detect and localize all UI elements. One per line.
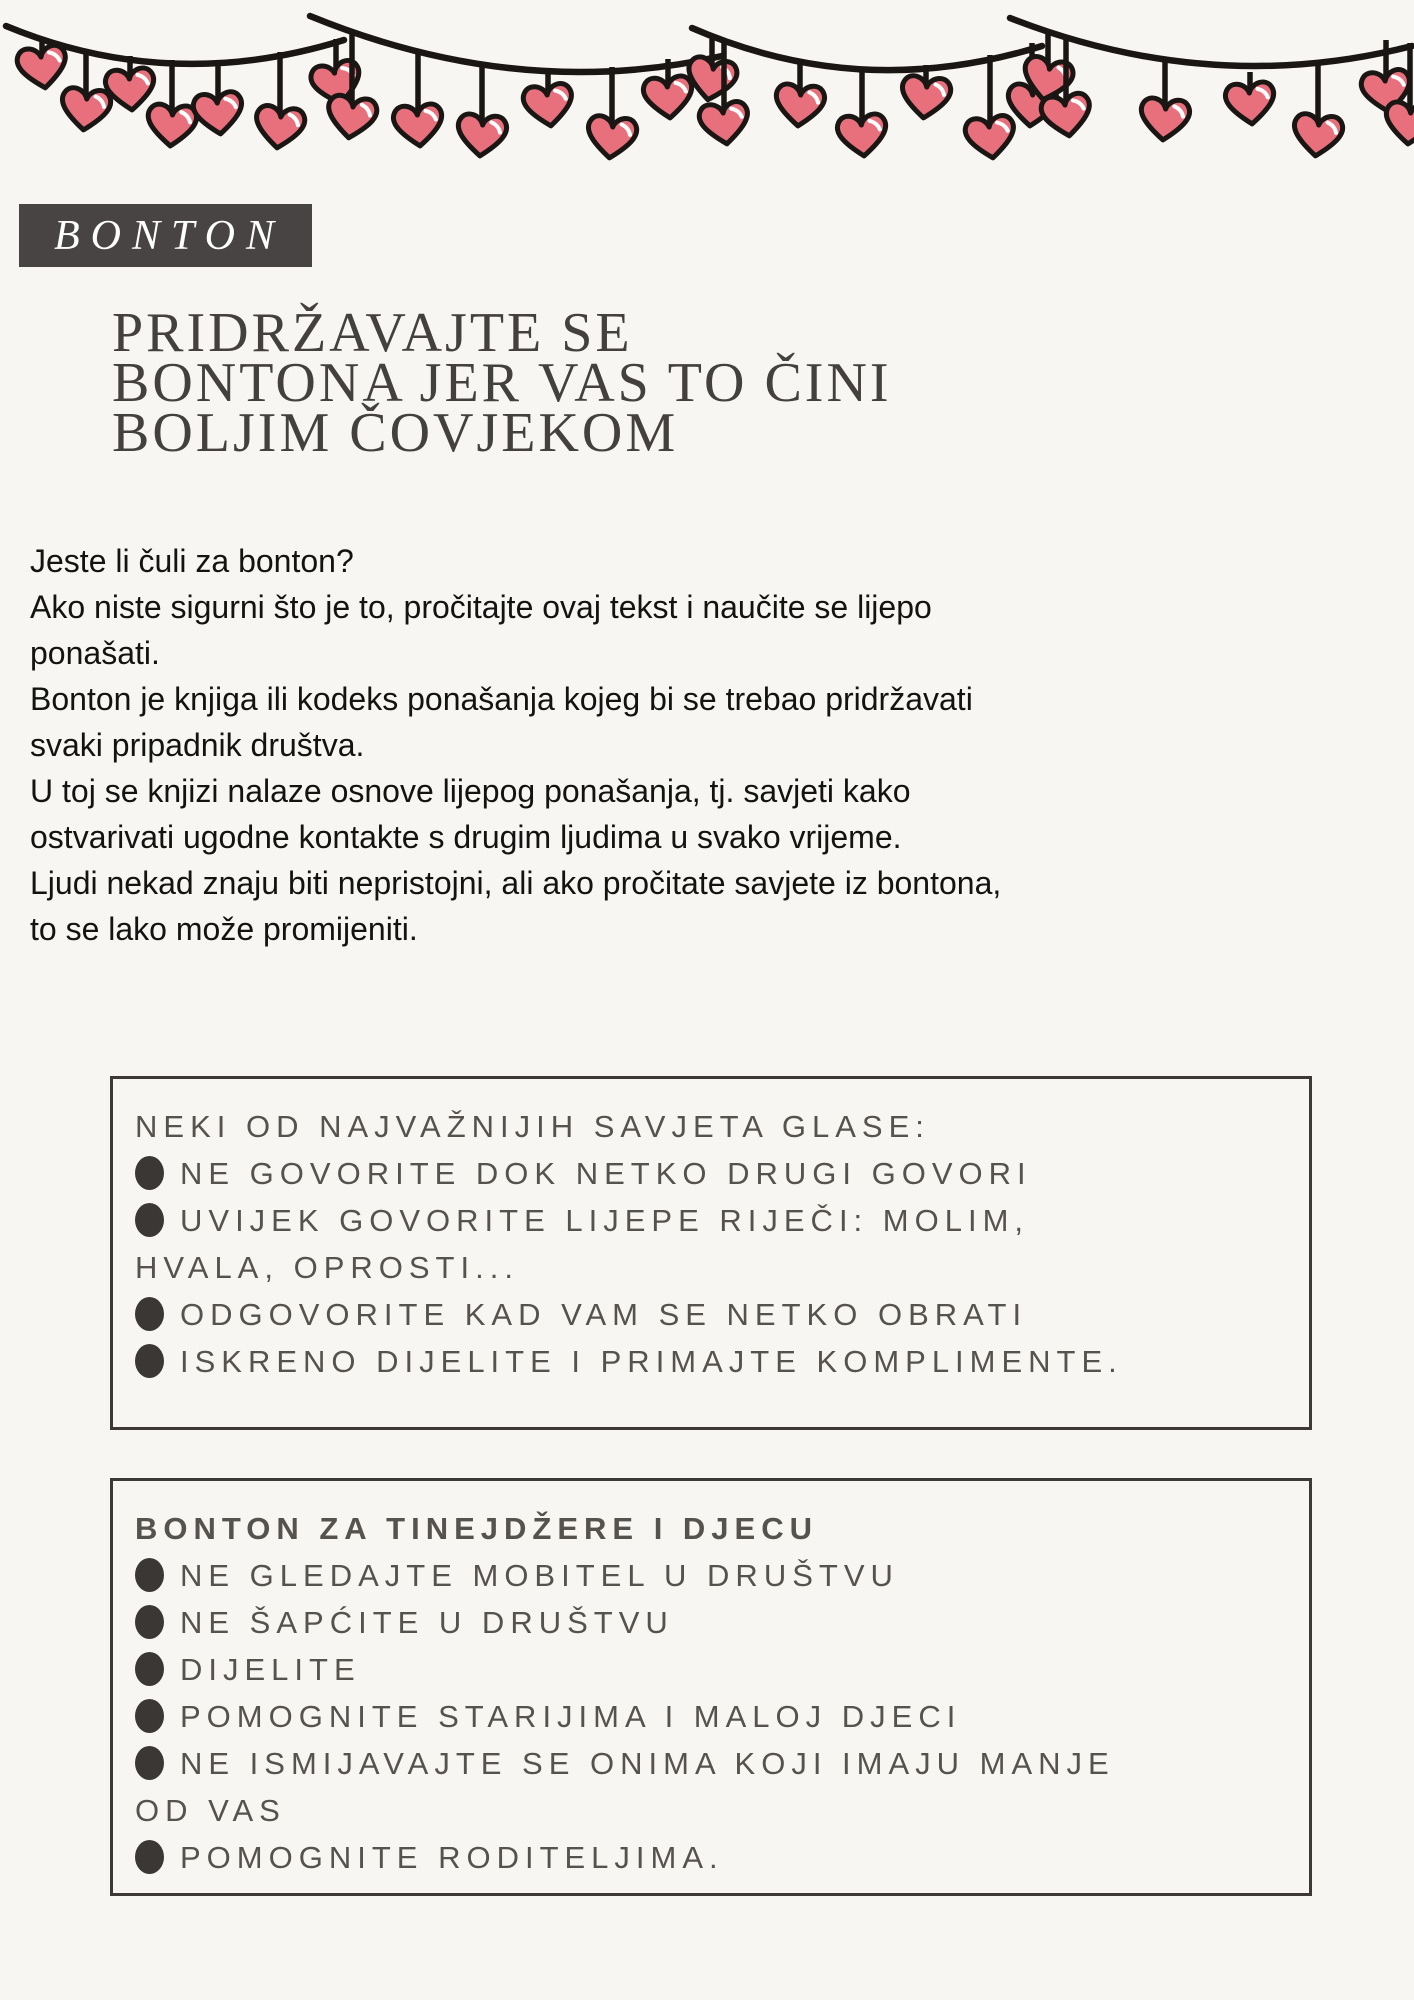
heart-icon bbox=[1224, 81, 1276, 126]
list-item-label: HVALA, OPROSTI... bbox=[135, 1250, 519, 1285]
heart-icon bbox=[1139, 97, 1191, 142]
heart-icon bbox=[146, 103, 197, 147]
bullet-icon bbox=[135, 1558, 164, 1592]
list-item: Bonton je knjiga ili kodeks ponašanja kojeg bi se trebao pridržavati bbox=[30, 681, 973, 717]
heart-icon bbox=[684, 55, 739, 104]
list-item-label: OD VAS bbox=[135, 1793, 286, 1828]
heart-icon bbox=[1384, 101, 1414, 146]
heart-garland bbox=[0, 0, 1414, 175]
bullet-icon bbox=[135, 1605, 164, 1639]
list-item: ponašati. bbox=[30, 635, 160, 671]
bullet-icon bbox=[135, 1297, 164, 1331]
intro-paragraph bbox=[30, 538, 1001, 952]
list-item-label: BONTON ZA TINEJDŽERE I DJECU bbox=[135, 1511, 818, 1546]
heart-icon bbox=[522, 82, 575, 128]
list-item: svaki pripadnik društva. bbox=[30, 727, 365, 763]
list-item: Ljudi nekad znaju biti nepristojni, ali ako pročitate savjete iz bontona, bbox=[30, 865, 1002, 901]
badge-label: BONTON bbox=[54, 212, 285, 259]
heart-icon bbox=[253, 104, 306, 150]
bullet-icon bbox=[135, 1699, 164, 1733]
heart-icon bbox=[642, 75, 694, 120]
heart-icon bbox=[774, 83, 826, 128]
list-item-label: NE ŠAPĆITE U DRUŠTVU bbox=[180, 1605, 674, 1640]
garland-string bbox=[310, 16, 722, 72]
garland-string bbox=[1010, 18, 1412, 66]
heart-icon bbox=[1291, 113, 1343, 159]
list-item bbox=[135, 1244, 1291, 1291]
list-item bbox=[135, 1599, 1291, 1646]
heart-icon bbox=[325, 94, 379, 141]
page-title-line: PRIDRŽAVAJTE SE bbox=[112, 302, 633, 364]
page-title-line: BOLJIM ČOVJEKOM bbox=[112, 402, 679, 464]
list-item: to se lako može promijeniti. bbox=[30, 911, 418, 947]
heart-icon bbox=[836, 113, 888, 158]
page-title-line: BONTONA JER VAS TO ČINI bbox=[112, 352, 892, 414]
bullet-icon bbox=[135, 1746, 164, 1780]
list-item: ostvarivati ugodne kontakte s drugim ljudima u svako vrijeme. bbox=[30, 819, 902, 855]
list-item bbox=[135, 1505, 1291, 1552]
tips-box-general bbox=[110, 1076, 1312, 1430]
page-title bbox=[112, 302, 892, 464]
heart-icon bbox=[16, 44, 70, 91]
list-item bbox=[135, 1338, 1291, 1385]
list-item-label: UVIJEK GOVORITE LIJEPE RIJEČI: MOLIM, bbox=[180, 1203, 1030, 1238]
heart-icon bbox=[192, 91, 244, 137]
heart-icon bbox=[392, 103, 444, 148]
list-item: U toj se knjizi nalaze osnove lijepog ponašanja, tj. savjeti kako bbox=[30, 773, 911, 809]
list-item bbox=[135, 1197, 1291, 1244]
list-item: Jeste li čuli za bonton? bbox=[30, 543, 354, 579]
list-item-label: NE ISMIJAVAJTE SE ONIMA KOJI IMAJU MANJE bbox=[180, 1746, 1115, 1781]
list-item-label: POMOGNITE RODITELJIMA. bbox=[180, 1840, 724, 1875]
list-item-label: NEKI OD NAJVAŽNIJIH SAVJETA GLASE: bbox=[135, 1109, 930, 1144]
list-item bbox=[135, 1787, 1291, 1834]
list-item bbox=[135, 1740, 1291, 1787]
list-item bbox=[135, 1646, 1291, 1693]
heart-icon bbox=[1040, 92, 1094, 139]
heart-icon bbox=[899, 75, 951, 121]
bullet-icon bbox=[135, 1156, 164, 1190]
list-item bbox=[135, 1834, 1291, 1881]
bullet-icon bbox=[135, 1840, 164, 1874]
list-item bbox=[135, 1150, 1291, 1197]
bullet-icon bbox=[135, 1344, 164, 1378]
list-item bbox=[135, 1291, 1291, 1338]
list-item-label: DIJELITE bbox=[180, 1652, 361, 1687]
tips-box-teens bbox=[110, 1478, 1312, 1896]
bullet-icon bbox=[135, 1203, 164, 1237]
heart-icon bbox=[456, 113, 508, 158]
list-item: Ako niste sigurni što je to, pročitajte ovaj tekst i naučite se lijepo bbox=[30, 589, 932, 625]
list-item bbox=[135, 1552, 1291, 1599]
list-item-label: ISKRENO DIJELITE I PRIMAJTE KOMPLIMENTE. bbox=[180, 1344, 1123, 1379]
heart-icon bbox=[59, 87, 111, 133]
list-item-label: POMOGNITE STARIJIMA I MALOJ DJECI bbox=[180, 1699, 962, 1734]
list-item-label: NE GOVORITE DOK NETKO DRUGI GOVORI bbox=[180, 1156, 1032, 1191]
heart-icon bbox=[698, 100, 751, 146]
list-item-label: NE GLEDAJTE MOBITEL U DRUŠTVU bbox=[180, 1558, 899, 1593]
bullet-icon bbox=[135, 1652, 164, 1686]
badge-bonton bbox=[19, 204, 312, 267]
list-item bbox=[135, 1103, 1291, 1150]
list-item bbox=[135, 1693, 1291, 1740]
heart-icon bbox=[585, 115, 637, 161]
list-item-label: ODGOVORITE KAD VAM SE NETKO OBRATI bbox=[180, 1297, 1028, 1332]
heart-icon bbox=[964, 114, 1017, 160]
